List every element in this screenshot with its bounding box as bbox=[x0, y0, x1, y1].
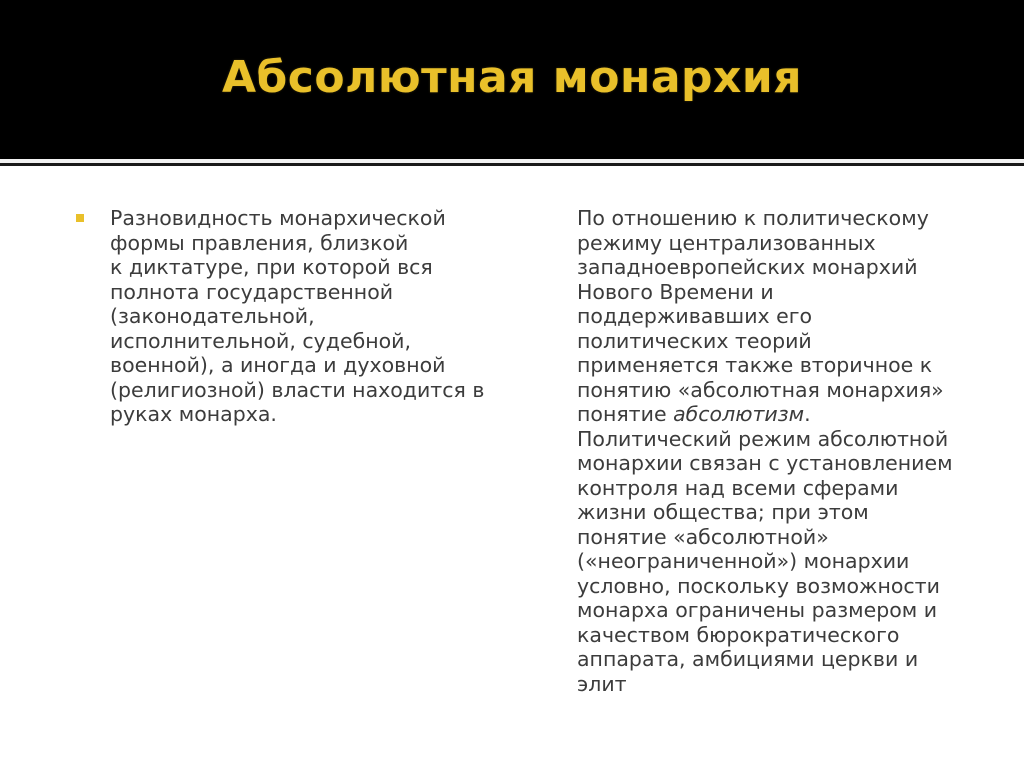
text-line: понятие «абсолютной» bbox=[577, 524, 829, 549]
text-line: («неограниченной») монархии bbox=[577, 549, 910, 573]
text-line: режиму централизованных bbox=[577, 230, 876, 255]
slide-body bbox=[0, 166, 1024, 767]
text-line: монархии связан с установлением bbox=[577, 451, 953, 475]
text-line: аппарата, амбициями церкви и bbox=[577, 647, 919, 671]
text-line: жизни общества; при этом bbox=[577, 500, 869, 524]
text-line: политических теорий bbox=[577, 328, 812, 353]
text-line: качеством бюрократического bbox=[577, 622, 900, 647]
text-line: западноевропейских монархий bbox=[577, 255, 918, 279]
text-line: руках монарха. bbox=[110, 402, 277, 426]
text-line: (законодательной, bbox=[110, 304, 315, 328]
text-line: Нового Времени и bbox=[577, 279, 774, 304]
text-line: поддерживавших его bbox=[577, 304, 813, 328]
text-line: полнота государственной bbox=[110, 279, 394, 304]
text-line: понятию «абсолютная монархия» bbox=[577, 377, 944, 402]
square-bullet-icon bbox=[76, 214, 84, 222]
text-line: военной), а иногда и духовной bbox=[110, 353, 446, 377]
text-line: исполнительной, судебной, bbox=[110, 328, 412, 353]
text-line: элит bbox=[577, 671, 627, 696]
term-absolutism: абсолютизм bbox=[673, 402, 805, 426]
text-line: По отношению к политическому bbox=[577, 206, 929, 230]
title-band bbox=[0, 0, 1024, 158]
text-line: Политический режим абсолютной bbox=[577, 426, 949, 451]
text-line: к диктатуре, при которой вся bbox=[110, 255, 433, 279]
slide-title: Абсолютная монархия bbox=[222, 52, 802, 103]
text-line: формы правления, близкой bbox=[110, 230, 409, 255]
text-line: (религиозной) власти находится в bbox=[110, 377, 485, 402]
term-prefix: понятие bbox=[577, 402, 674, 426]
text-line: применяется также вторичное к bbox=[577, 353, 933, 377]
text-line: монарха ограничены размером и bbox=[577, 598, 938, 622]
term-line bbox=[577, 402, 972, 427]
text-line: условно, поскольку возможности bbox=[577, 573, 940, 598]
right-column-text bbox=[577, 206, 972, 696]
text-line: Разновидность монархической bbox=[110, 206, 446, 230]
left-column-text bbox=[110, 206, 500, 427]
term-suffix: . bbox=[804, 402, 811, 426]
text-line: контроля над всеми сферами bbox=[577, 475, 899, 500]
